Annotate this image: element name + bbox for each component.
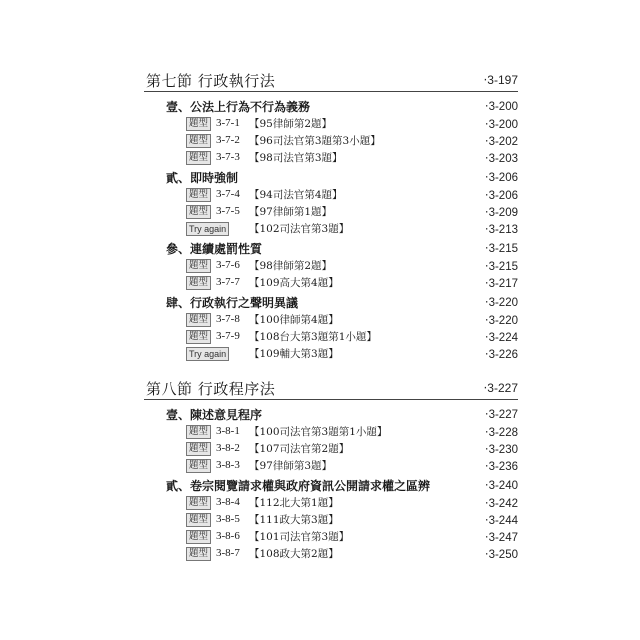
item-tag: 題型 bbox=[186, 205, 211, 219]
item-source: 【111政大第3題】 bbox=[249, 514, 339, 526]
section-title: 第七節 行政執行法 bbox=[146, 72, 276, 90]
entry-title: 壹、公法上行為不行為義務 bbox=[166, 100, 311, 114]
item-source: 【100司法官第3題第1小題】 bbox=[249, 426, 388, 438]
item-number: 3-7-7 bbox=[216, 276, 240, 288]
item-tag: 題型 bbox=[186, 330, 211, 344]
item-source: 【100律師第4題】 bbox=[249, 314, 339, 326]
entry-heading bbox=[144, 477, 518, 494]
item-tag: 題型 bbox=[186, 188, 211, 202]
item-tag: 題型 bbox=[186, 496, 211, 510]
item-tag: 題型 bbox=[186, 513, 211, 527]
list-item bbox=[144, 257, 518, 274]
item-source: 【112北大第1題】 bbox=[249, 497, 339, 509]
item-number: 3-8-1 bbox=[216, 425, 240, 437]
item-number: 3-8-3 bbox=[216, 459, 240, 471]
item-page: ‧3-250 bbox=[484, 549, 518, 561]
item-number: 3-7-4 bbox=[216, 188, 240, 200]
section-header bbox=[144, 374, 518, 400]
item-number: 3-8-6 bbox=[216, 530, 240, 542]
item-source: 【102司法官第3題】 bbox=[249, 223, 350, 235]
item-source: 【108台大第3題第1小題】 bbox=[249, 331, 377, 343]
item-source: 【94司法官第4題】 bbox=[249, 189, 343, 201]
item-tag: 題型 bbox=[186, 530, 211, 544]
item-page: ‧3-203 bbox=[484, 153, 518, 165]
item-number: 3-7-6 bbox=[216, 259, 240, 271]
item-source: 【108政大第2題】 bbox=[249, 548, 339, 560]
entry-heading bbox=[144, 406, 518, 423]
entry-page: ‧3-215 bbox=[484, 243, 518, 255]
item-tag: 題型 bbox=[186, 442, 211, 456]
item-number: 3-8-5 bbox=[216, 513, 240, 525]
item-source: 【109輔大第3題】 bbox=[249, 348, 339, 360]
item-tag: 題型 bbox=[186, 276, 211, 290]
item-page: ‧3-213 bbox=[484, 224, 518, 236]
item-source: 【95律師第2題】 bbox=[249, 118, 333, 130]
item-tag: 題型 bbox=[186, 425, 211, 439]
item-tag: 題型 bbox=[186, 134, 211, 148]
item-source: 【101司法官第3題】 bbox=[249, 531, 350, 543]
item-tag: 題型 bbox=[186, 459, 211, 473]
section-page: ‧3-197 bbox=[483, 73, 518, 87]
item-number: 3-8-4 bbox=[216, 496, 240, 508]
entry-heading bbox=[144, 98, 518, 115]
list-item bbox=[144, 328, 518, 345]
item-number: 3-8-2 bbox=[216, 442, 240, 454]
list-item bbox=[144, 274, 518, 291]
item-number: 3-7-3 bbox=[216, 151, 240, 163]
entry-heading bbox=[144, 169, 518, 186]
item-page: ‧3-226 bbox=[484, 349, 518, 361]
entry-page: ‧3-220 bbox=[484, 297, 518, 309]
item-source: 【97律師第3題】 bbox=[249, 460, 333, 472]
entry-heading bbox=[144, 240, 518, 257]
item-tag: 題型 bbox=[186, 151, 211, 165]
section-title: 第八節 行政程序法 bbox=[146, 380, 276, 398]
item-page: ‧3-215 bbox=[484, 261, 518, 273]
list-item bbox=[144, 311, 518, 328]
item-page: ‧3-247 bbox=[484, 532, 518, 544]
entry-heading bbox=[144, 294, 518, 311]
section-page: ‧3-227 bbox=[483, 381, 518, 395]
item-tag: 題型 bbox=[186, 259, 211, 273]
item-tag: 題型 bbox=[186, 313, 211, 327]
item-page: ‧3-200 bbox=[484, 119, 518, 131]
entry-title: 肆、行政執行之聲明異議 bbox=[166, 296, 299, 310]
section-rule bbox=[144, 399, 518, 401]
item-page: ‧3-224 bbox=[484, 332, 518, 344]
entry-page: ‧3-227 bbox=[484, 409, 518, 421]
list-item bbox=[144, 132, 518, 149]
entry-title: 貳、卷宗閱覽請求權與政府資訊公開請求權之區辨 bbox=[166, 479, 431, 493]
list-item bbox=[144, 203, 518, 220]
item-page: ‧3-244 bbox=[484, 515, 518, 527]
item-page: ‧3-202 bbox=[484, 136, 518, 148]
section-rule bbox=[144, 91, 518, 93]
list-item bbox=[144, 511, 518, 528]
item-page: ‧3-236 bbox=[484, 461, 518, 473]
entry-title: 貳、即時強制 bbox=[166, 171, 239, 185]
list-item bbox=[144, 220, 518, 237]
item-source: 【97律師第1題】 bbox=[249, 206, 333, 218]
item-page: ‧3-209 bbox=[484, 207, 518, 219]
entry-title: 參、連續處罰性質 bbox=[166, 242, 263, 256]
item-source: 【98律師第2題】 bbox=[249, 260, 333, 272]
item-number: 3-7-2 bbox=[216, 134, 240, 146]
entry-title: 壹、陳述意見程序 bbox=[166, 408, 263, 422]
item-page: ‧3-242 bbox=[484, 498, 518, 510]
item-tag: 題型 bbox=[186, 117, 211, 131]
item-number: 3-7-8 bbox=[216, 313, 240, 325]
try-again-tag: Try again bbox=[186, 347, 229, 361]
item-tag: 題型 bbox=[186, 547, 211, 561]
entry-page: ‧3-200 bbox=[484, 101, 518, 113]
item-page: ‧3-230 bbox=[484, 444, 518, 456]
item-number: 3-7-1 bbox=[216, 117, 240, 129]
item-source: 【109高大第4題】 bbox=[249, 277, 339, 289]
list-item bbox=[144, 545, 518, 562]
item-number: 3-7-5 bbox=[216, 205, 240, 217]
table-of-contents bbox=[144, 66, 518, 562]
item-number: 3-7-9 bbox=[216, 330, 240, 342]
list-item bbox=[144, 440, 518, 457]
entry-page: ‧3-240 bbox=[484, 480, 518, 492]
item-source: 【98司法官第3題】 bbox=[249, 152, 343, 164]
section-spacer bbox=[144, 362, 518, 374]
list-item bbox=[144, 149, 518, 166]
list-item bbox=[144, 423, 518, 440]
list-item bbox=[144, 528, 518, 545]
list-item bbox=[144, 494, 518, 511]
item-page: ‧3-217 bbox=[484, 278, 518, 290]
section-header bbox=[144, 66, 518, 92]
item-source: 【96司法官第3題第3小題】 bbox=[249, 135, 381, 147]
list-item bbox=[144, 115, 518, 132]
item-page: ‧3-206 bbox=[484, 190, 518, 202]
item-page: ‧3-228 bbox=[484, 427, 518, 439]
item-page: ‧3-220 bbox=[484, 315, 518, 327]
try-again-tag: Try again bbox=[186, 222, 229, 236]
list-item bbox=[144, 186, 518, 203]
list-item bbox=[144, 457, 518, 474]
item-number: 3-8-7 bbox=[216, 547, 240, 559]
entry-page: ‧3-206 bbox=[484, 172, 518, 184]
item-source: 【107司法官第2題】 bbox=[249, 443, 350, 455]
list-item bbox=[144, 345, 518, 362]
